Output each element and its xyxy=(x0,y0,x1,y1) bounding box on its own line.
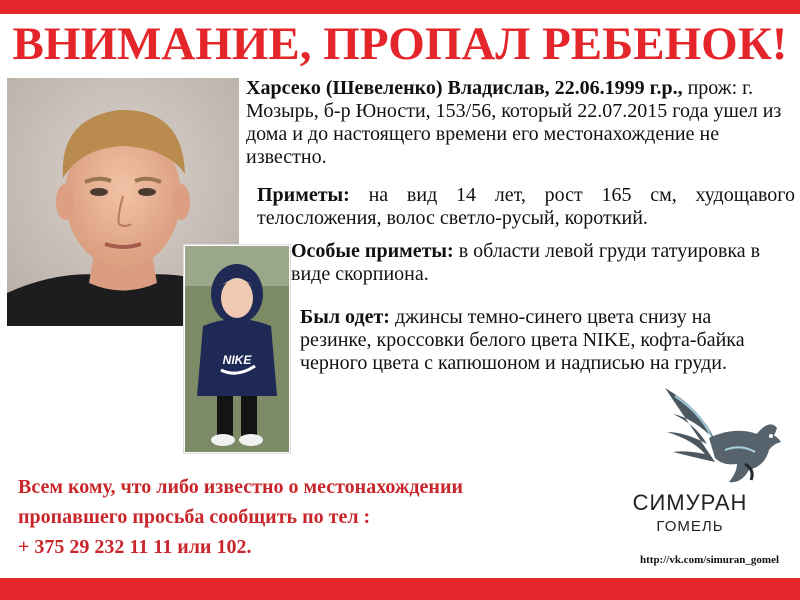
person-name-and-birthdate: Харсеко (Шевеленко) Владислав, 22.06.1999 г.р., xyxy=(246,77,683,99)
features-paragraph xyxy=(257,184,795,230)
clothing-paragraph xyxy=(300,306,780,375)
organization-name: СИМУРАН xyxy=(632,490,748,515)
winged-wolf-icon xyxy=(645,378,795,488)
contact-appeal xyxy=(18,472,578,562)
special-features-label: Особые приметы: xyxy=(291,240,454,262)
description-paragraph xyxy=(246,77,796,169)
special-features-paragraph xyxy=(291,240,791,286)
appeal-phone: + 375 29 232 11 11 или 102. xyxy=(18,536,252,558)
top-red-stripe xyxy=(0,0,800,14)
clothing-text: джинсы темно-синего цвета снизу на резинке, кроссовки белого цвета NIKE, кофта-байка черного цвета с капюшоном и надписью на груди. xyxy=(300,306,745,374)
residence-and-disappearance: прож: г. Мозырь, б-р Юности, 153/56, который 22.07.2015 года ушел из дома и до настоящего времени его местонахождение не известно. xyxy=(246,77,782,168)
headline: ВНИМАНИЕ, ПРОПАЛ РЕБЕНОК! xyxy=(12,18,788,70)
bottom-red-stripe xyxy=(0,578,800,600)
organization-url[interactable]: http://vk.com/simuran_gomel xyxy=(640,554,780,566)
full-length-illustration xyxy=(185,246,289,452)
features-label: Приметы: xyxy=(257,184,350,206)
appeal-line-2: пропавшего просьба сообщить по тел : xyxy=(18,506,371,528)
special-features-text: в области левой груди татуировка в виде скорпиона. xyxy=(291,240,761,285)
hoodie-print: NIKE xyxy=(222,353,252,367)
organization-city: ГОМЕЛЬ xyxy=(656,518,724,535)
full-length-photo xyxy=(184,245,290,453)
features-text: на вид 14 лет, рост 165 см, худощавого телосложения, волос светло-русый, короткий. xyxy=(257,184,795,229)
clothing-label: Был одет: xyxy=(300,306,390,328)
appeal-line-1: Всем кому, что либо известно о местонахождении xyxy=(18,476,463,498)
